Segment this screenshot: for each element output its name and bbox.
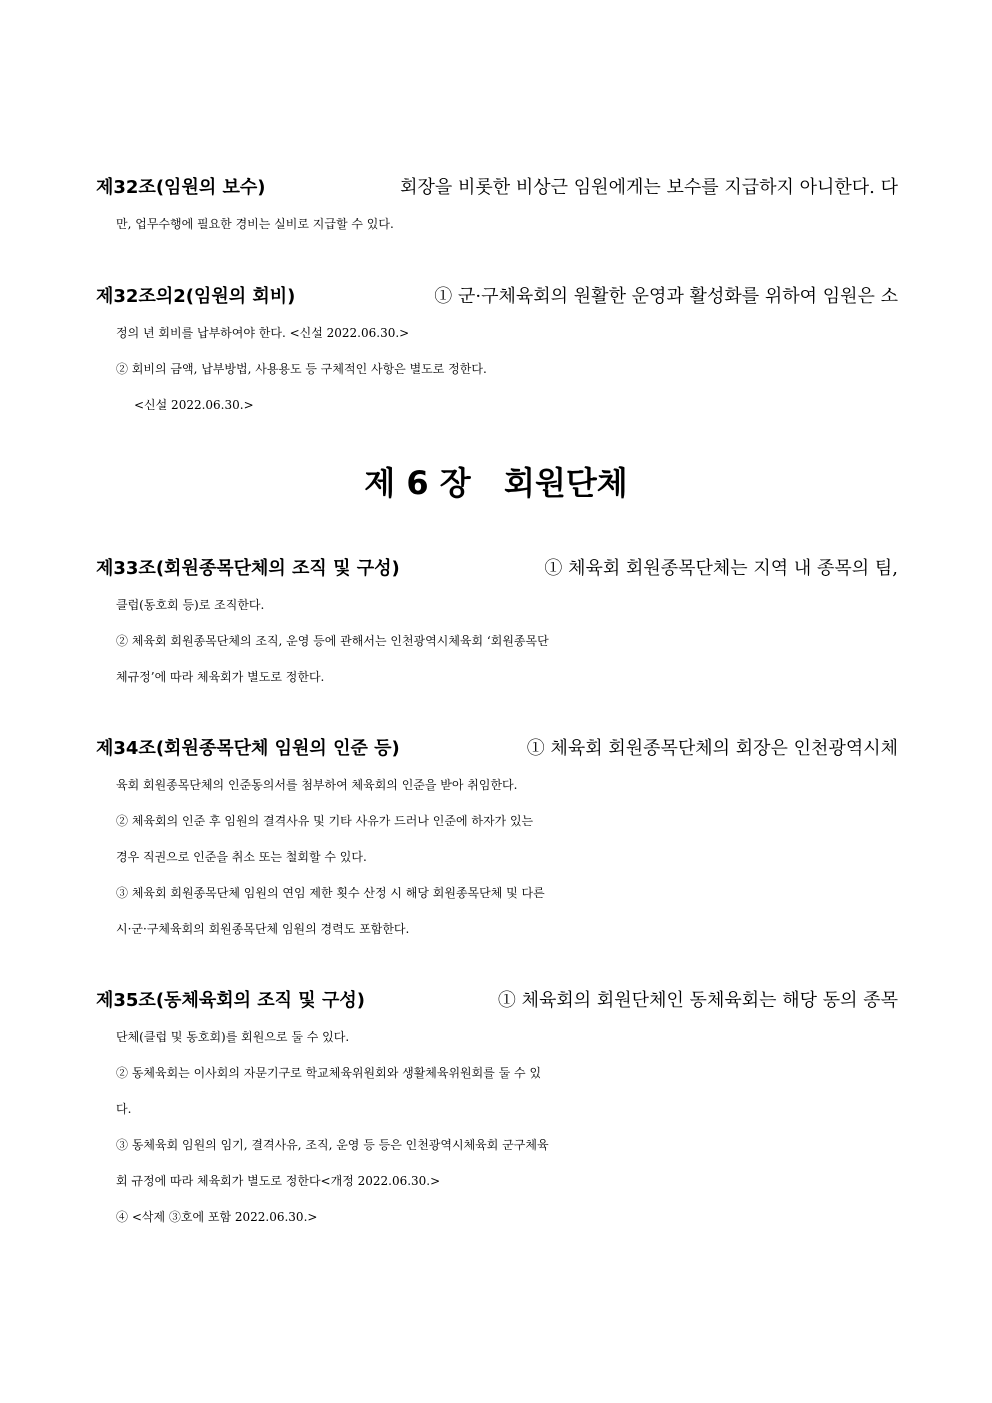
article-32-2-text-2: 정의 년 회비를 납부하여야 한다. <신설 2022.06.30.>	[116, 326, 410, 340]
article-32-2-text-1: ① 군·구체육회의 원활한 운영과 활성화를 위하여 임원은 소	[434, 286, 898, 307]
article-32-2-text-3: ② 회비의 금액, 납부방법, 사용용도 등 구체적인 사항은 별도로 정한다.	[116, 362, 487, 376]
article-35-text-2: 단체(클럽 및 동호회)를 회원으로 둘 수 있다.	[116, 1030, 350, 1044]
article-35-text-7: ④ <삭제 ③호에 포함 2022.06.30.>	[116, 1210, 318, 1224]
article-34-text-6: 시·군·구체육회의 회원종목단체 임원의 경력도 포함한다.	[116, 922, 410, 936]
article-32-text-2: 만, 업무수행에 필요한 경비는 실비로 지급할 수 있다.	[116, 217, 394, 231]
article-33-heading: 제33조(회원종목단체의 조직 및 구성)	[96, 558, 400, 579]
article-34-line-1	[96, 731, 898, 767]
article-32-2-heading: 제32조의2(임원의 회비)	[96, 286, 296, 307]
article-33-text-2: 클럽(동호회 등)로 조직한다.	[116, 598, 265, 612]
article-35-text-4: 다.	[116, 1102, 132, 1116]
article-34-text-2: 육회 회원종목단체의 인준동의서를 첨부하여 체육회의 인준을 받아 취임한다.	[116, 778, 518, 792]
chapter-title: 제 6 장 회원단체	[364, 464, 628, 502]
article-35-line-1	[96, 983, 898, 1019]
article-35-text-5: ③ 동체육회 임원의 임기, 결격사유, 조직, 운영 등 등은 인천광역시체육회 군구체육	[116, 1138, 549, 1152]
article-34-text-1: ① 체육회 회원종목단체의 회장은 인천광역시체	[526, 738, 898, 759]
article-35-heading: 제35조(동체육회의 조직 및 구성)	[96, 990, 365, 1011]
article-33-text-1: ① 체육회 회원종목단체는 지역 내 종목의 팀,	[544, 558, 898, 579]
article-33-text-4: 체규정’에 따라 체육회가 별도로 정한다.	[116, 670, 325, 684]
article-32-heading: 제32조(임원의 보수)	[96, 177, 266, 198]
article-32-2-text-4: <신설 2022.06.30.>	[134, 398, 254, 412]
article-35-text-3: ② 동체육회는 이사회의 자문기구로 학교체육위원회와 생활체육위원회를 둘 수 있	[116, 1066, 542, 1080]
article-32-line-1	[96, 170, 898, 206]
article-35-text-6: 회 규정에 따라 체육회가 별도로 정한다<개정 2022.06.30.>	[116, 1174, 441, 1188]
article-34-text-5: ③ 체육회 회원종목단체 임원의 연임 제한 횟수 산정 시 해당 회원종목단체 및 다른	[116, 886, 545, 900]
article-34-text-4: 경우 직권으로 인준을 취소 또는 철회할 수 있다.	[116, 850, 367, 864]
article-33-line-1	[96, 551, 898, 587]
article-34-heading: 제34조(회원종목단체 임원의 인준 등)	[96, 738, 400, 759]
article-32-2-line-1	[96, 279, 898, 315]
article-35-text-1: ① 체육회의 회원단체인 동체육회는 해당 동의 종목	[497, 990, 898, 1011]
article-33-text-3: ② 체육회 회원종목단체의 조직, 운영 등에 관해서는 인천광역시체육회 ‘회원종목단	[116, 634, 549, 648]
article-34-text-3: ② 체육회의 인준 후 임원의 결격사유 및 기타 사유가 드러나 인준에 하자가 있는	[116, 814, 534, 828]
article-32-text-1: 회장을 비롯한 비상근 임원에게는 보수를 지급하지 아니한다. 다	[400, 177, 898, 198]
